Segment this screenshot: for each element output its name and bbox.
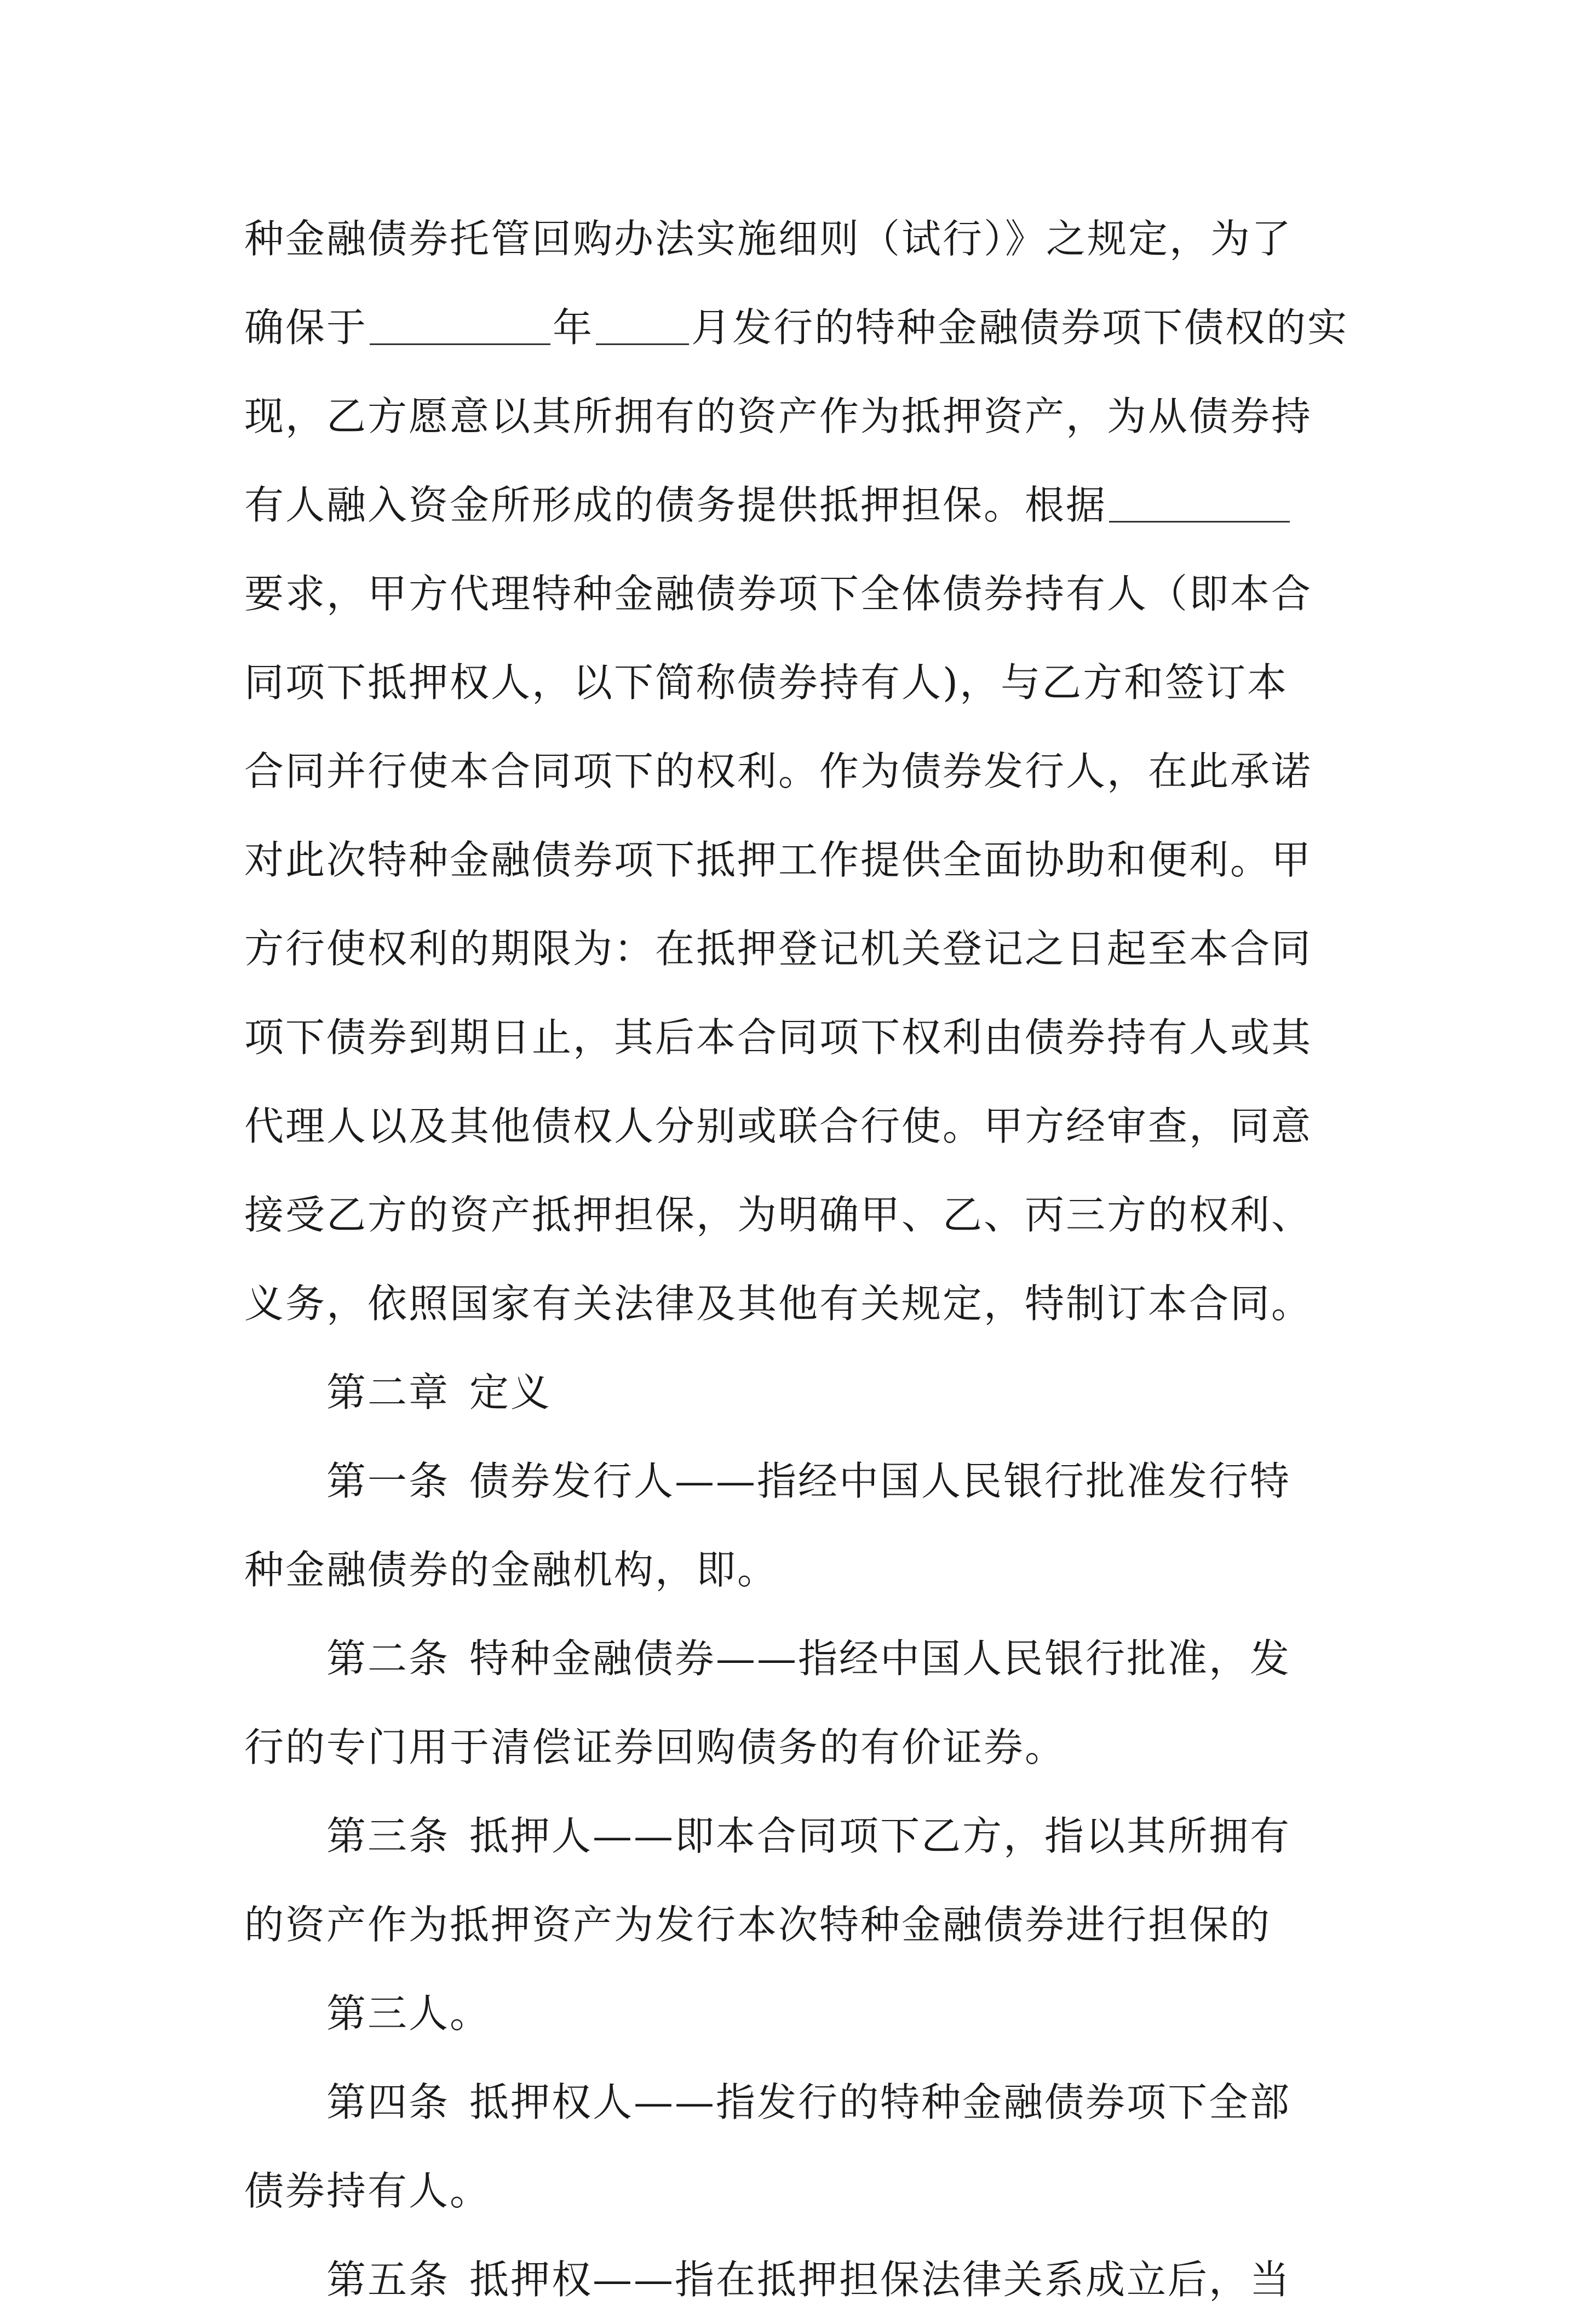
text-line [244, 1880, 1351, 1969]
article-line [244, 2235, 1351, 2324]
paragraph-text: 项下债券到期日止，其后本合同项下权利由债券持有人或其 [244, 1014, 1313, 1060]
text-line [244, 816, 1351, 904]
paragraph-text: 现，乙方愿意以其所拥有的资产作为抵押资产，为从债券持 [244, 393, 1313, 439]
text-line [244, 1703, 1351, 1792]
paragraph-text: 代理人以及其他债权人分别或联合行使。甲方经审查，同意 [244, 1103, 1313, 1149]
text-line [244, 2147, 1351, 2235]
text-line [244, 283, 1351, 372]
article-label: 第三条 [326, 1813, 450, 1859]
paragraph-text: 年 [553, 305, 594, 351]
document-body [244, 194, 1351, 2324]
paragraph-text: 接受乙方的资产抵押担保，为明确甲、乙、丙三方的权利、 [244, 1192, 1313, 1238]
article-label: 第四条 [326, 2079, 450, 2125]
article-text: 行的专门用于清偿证券回购债务的有价证券。 [244, 1724, 1066, 1770]
paragraph-text: 有人融入资金所形成的债务提供抵押担保。根据 [244, 482, 1107, 528]
text-line [244, 727, 1351, 816]
article-text: 债券持有人。 [244, 2168, 491, 2214]
paragraph-text: 方行使权利的期限为：在抵押登记机关登记之日起至本合同 [244, 926, 1313, 972]
text-line [244, 904, 1351, 993]
paragraph-text: 确保于 [244, 305, 368, 351]
chapter-title: 定义 [469, 1369, 552, 1415]
text-line [244, 1969, 1351, 2058]
text-line [244, 549, 1351, 638]
article-text: 的资产作为抵押资产为发行本次特种金融债券进行担保的 [244, 1902, 1272, 1948]
article-text: 第三人。 [326, 1990, 491, 2036]
text-line [244, 1525, 1351, 1614]
paragraph-text: 要求，甲方代理特种金融债券项下全体债券持有人（即本合 [244, 571, 1313, 617]
article-label: 第一条 [326, 1458, 450, 1504]
paragraph-text: 对此次特种金融债券项下抵押工作提供全面协助和便利。甲 [244, 837, 1313, 883]
article-text: 抵押人——即本合同项下乙方，指以其所拥有 [469, 1813, 1291, 1859]
text-line [244, 1259, 1351, 1348]
article-text: 特种金融债券——指经中国人民银行批准，发 [469, 1636, 1291, 1682]
chapter-heading [244, 1348, 1351, 1437]
paragraph-text: 合同并行使本合同项下的权利。作为债券发行人，在此承诺 [244, 748, 1313, 794]
article-line [244, 1614, 1351, 1703]
text-line [244, 372, 1351, 461]
fill-in-blank-year [370, 311, 550, 345]
fill-in-blank-month [596, 311, 689, 345]
text-line [244, 638, 1351, 727]
article-line [244, 2058, 1351, 2147]
paragraph-text: 义务，依照国家有关法律及其他有关规定，特制订本合同。 [244, 1281, 1313, 1327]
article-text: 种金融债券的金融机构，即。 [244, 1547, 779, 1593]
paragraph-text: 月发行的特种金融债券项下债权的实 [691, 305, 1349, 351]
text-line [244, 1082, 1351, 1170]
text-line [244, 1170, 1351, 1259]
chapter-label: 第二章 [326, 1369, 450, 1415]
article-text: 抵押权人——指发行的特种金融债券项下全部 [469, 2079, 1291, 2125]
article-line [244, 1437, 1351, 1525]
article-text: 债券发行人——指经中国人民银行批准发行特 [469, 1458, 1291, 1504]
text-line [244, 194, 1351, 283]
article-label: 第五条 [326, 2257, 450, 2303]
text-line [244, 993, 1351, 1082]
paragraph-text: 种金融债券托管回购办法实施细则（试行）》之规定，为了 [244, 216, 1293, 262]
article-label: 第二条 [326, 1636, 450, 1682]
fill-in-blank-basis [1109, 488, 1290, 523]
paragraph-text: 同项下抵押权人，以下简称债券持有人)，与乙方和签订本 [244, 659, 1289, 705]
article-text: 抵押权——指在抵押担保法律关系成立后，当 [469, 2257, 1291, 2303]
article-line [244, 1792, 1351, 1880]
text-line [244, 461, 1351, 549]
